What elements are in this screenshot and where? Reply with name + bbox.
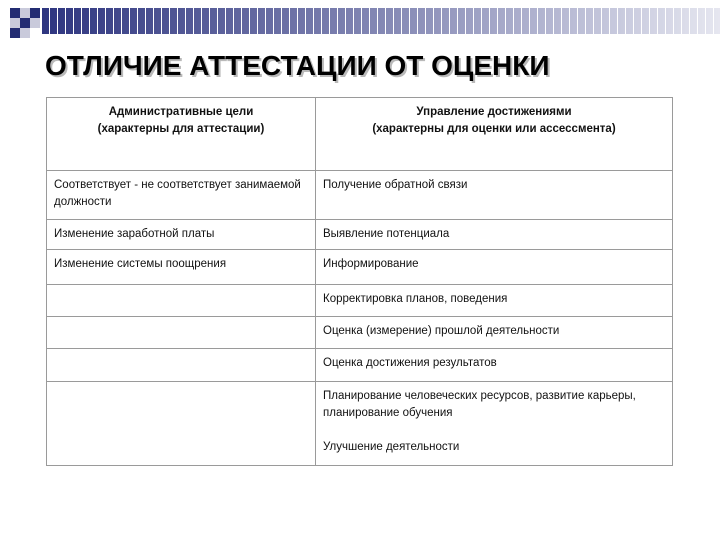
header-line: (характерны для аттестации) [97, 123, 265, 135]
cell-performance [316, 382, 673, 466]
cell-administrative [47, 250, 316, 285]
cell-text: Корректировка планов, поведения [323, 293, 508, 305]
table-row [47, 382, 673, 466]
cell-administrative [47, 382, 316, 466]
deco-square [10, 8, 20, 18]
cell-administrative [47, 317, 316, 349]
deco-square [10, 18, 20, 28]
table-row [47, 250, 673, 285]
table-row [47, 220, 673, 250]
deco-square [20, 8, 30, 18]
header-cell-administrative [47, 98, 316, 171]
cell-text: Соответствует - не соответствует занимаемой должности [54, 179, 301, 208]
header-line: Административные цели [108, 106, 254, 118]
table-row [47, 171, 673, 220]
cell-text: Изменение системы поощрения [54, 258, 227, 270]
cell-administrative [47, 171, 316, 220]
slide-title: ОТЛИЧИЕ АТТЕСТАЦИИ ОТ ОЦЕНКИ [45, 50, 550, 81]
cell-performance [316, 349, 673, 382]
deco-square [20, 28, 30, 38]
cell-text: Получение обратной связи [323, 179, 468, 191]
cell-text: Изменение заработной платы [54, 228, 215, 240]
table-row [47, 317, 673, 349]
cell-performance [316, 171, 673, 220]
deco-stripes [42, 8, 720, 34]
table-header-row [47, 98, 673, 171]
cell-administrative [47, 220, 316, 250]
deco-square [20, 18, 30, 28]
deco-square [30, 8, 40, 18]
header-line: Управление достижениями [416, 106, 572, 118]
deco-square [10, 28, 20, 38]
table-row [47, 285, 673, 317]
cell-text: Информирование [323, 258, 419, 270]
header-line: (характерны для оценки или ассессмента) [372, 123, 616, 135]
comparison-table [46, 97, 673, 466]
cell-administrative [47, 349, 316, 382]
cell-performance [316, 285, 673, 317]
header-cell-performance [316, 98, 673, 171]
table-row [47, 349, 673, 382]
cell-administrative [47, 285, 316, 317]
cell-text: Оценка (измерение) прошлой деятельности [323, 325, 560, 337]
cell-performance [316, 220, 673, 250]
cell-text: Планирование человеческих ресурсов, развитие карьеры, планирование обучения [323, 390, 636, 419]
cell-text: Выявление потенциала [323, 228, 450, 240]
cell-performance [316, 250, 673, 285]
table-body [47, 171, 673, 466]
cell-text: Оценка достижения результатов [323, 357, 497, 369]
deco-square [30, 18, 40, 28]
cell-text: Улучшение деятельности [323, 441, 460, 453]
cell-performance [316, 317, 673, 349]
